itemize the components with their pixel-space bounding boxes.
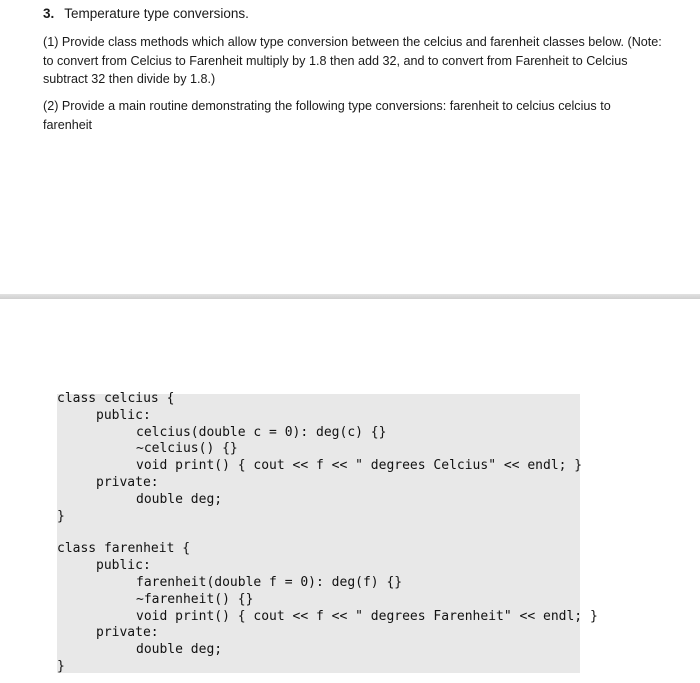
code-line: class farenheit { <box>57 541 191 556</box>
code-line: class celcius { <box>57 391 175 406</box>
problem-heading <box>43 6 249 21</box>
problem-title: Temperature type conversions. <box>64 6 249 21</box>
page-divider <box>0 294 700 299</box>
code-line: public: <box>96 558 151 573</box>
code-line: } <box>57 509 65 524</box>
code-line: double deg; <box>136 642 223 657</box>
code-line: double deg; <box>136 492 223 507</box>
code-line: } <box>57 659 65 674</box>
code-line: void print() { cout << f << " degrees Celcius" << endl; } <box>136 458 583 473</box>
part-2-text: (2) Provide a main routine demonstrating the following type conversions: farenheit to celcius celcius to farenheit <box>43 99 611 132</box>
code-line: farenheit(double f = 0): deg(f) {} <box>136 575 403 590</box>
code-line: ~celcius() {} <box>136 441 238 456</box>
problem-number: 3. <box>43 6 55 21</box>
code-line: ~farenheit() {} <box>136 592 254 607</box>
code-line: celcius(double c = 0): deg(c) {} <box>136 425 387 440</box>
code-line: public: <box>96 408 151 423</box>
code-line: private: <box>96 475 159 490</box>
code-line: private: <box>96 625 159 640</box>
part-1-text: (1) Provide class methods which allow type conversion between the celcius and farenheit classes below. (Note: to convert from Celcius to Farenheit multiply by 1.8 then add 32, and to convert from Farenheit to Celcius subtract 32 then divide by 1.8.) <box>43 35 662 86</box>
code-line: void print() { cout << f << " degrees Farenheit" << endl; } <box>136 609 598 624</box>
